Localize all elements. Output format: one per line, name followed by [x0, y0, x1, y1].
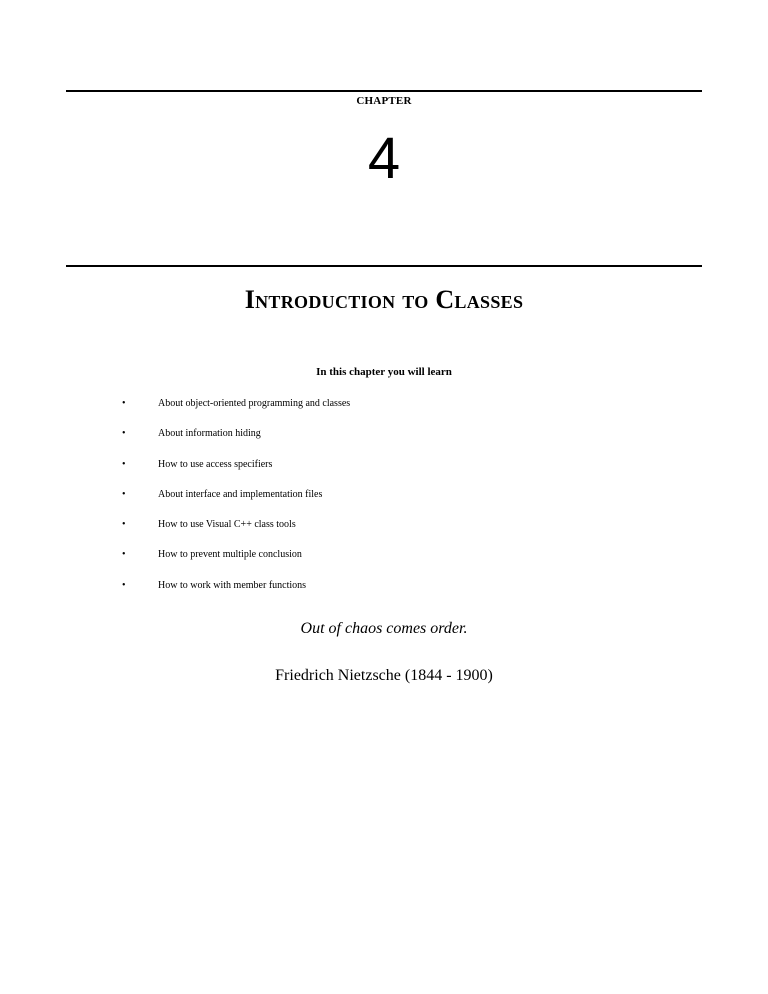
- bullet-icon: •: [122, 428, 126, 440]
- chapter-label: CHAPTER: [356, 95, 412, 107]
- chapter-title-text: Introduction to Classes: [244, 285, 524, 314]
- bullet-icon: •: [122, 579, 126, 591]
- objective-text: About information hiding: [158, 428, 261, 440]
- bullet-icon: •: [122, 398, 126, 409]
- objective-text: About interface and implementation files: [158, 488, 323, 500]
- learning-objectives-heading: In this chapter you will learn: [316, 366, 452, 378]
- bullet-icon: •: [122, 549, 126, 561]
- bullet-icon: •: [122, 458, 126, 470]
- epigraph-attribution: Friedrich Nietzsche (1844 - 1900): [275, 667, 493, 684]
- objective-text: How to use Visual C++ class tools: [158, 519, 296, 531]
- objective-text: About object-oriented programming and classes: [158, 398, 351, 409]
- chapter-number: 4: [367, 126, 401, 191]
- objective-text: How to work with member functions: [158, 579, 307, 591]
- objective-text: How to use access specifiers: [158, 458, 273, 470]
- top-rule: [66, 90, 702, 92]
- epigraph-quote: Out of chaos comes order.: [300, 620, 468, 637]
- bullet-icon: •: [122, 519, 126, 531]
- chapter-title: [0, 280, 768, 320]
- bullet-icon: •: [122, 488, 126, 500]
- objective-text: How to prevent multiple conclusion: [158, 549, 302, 561]
- title-rule: [66, 265, 702, 267]
